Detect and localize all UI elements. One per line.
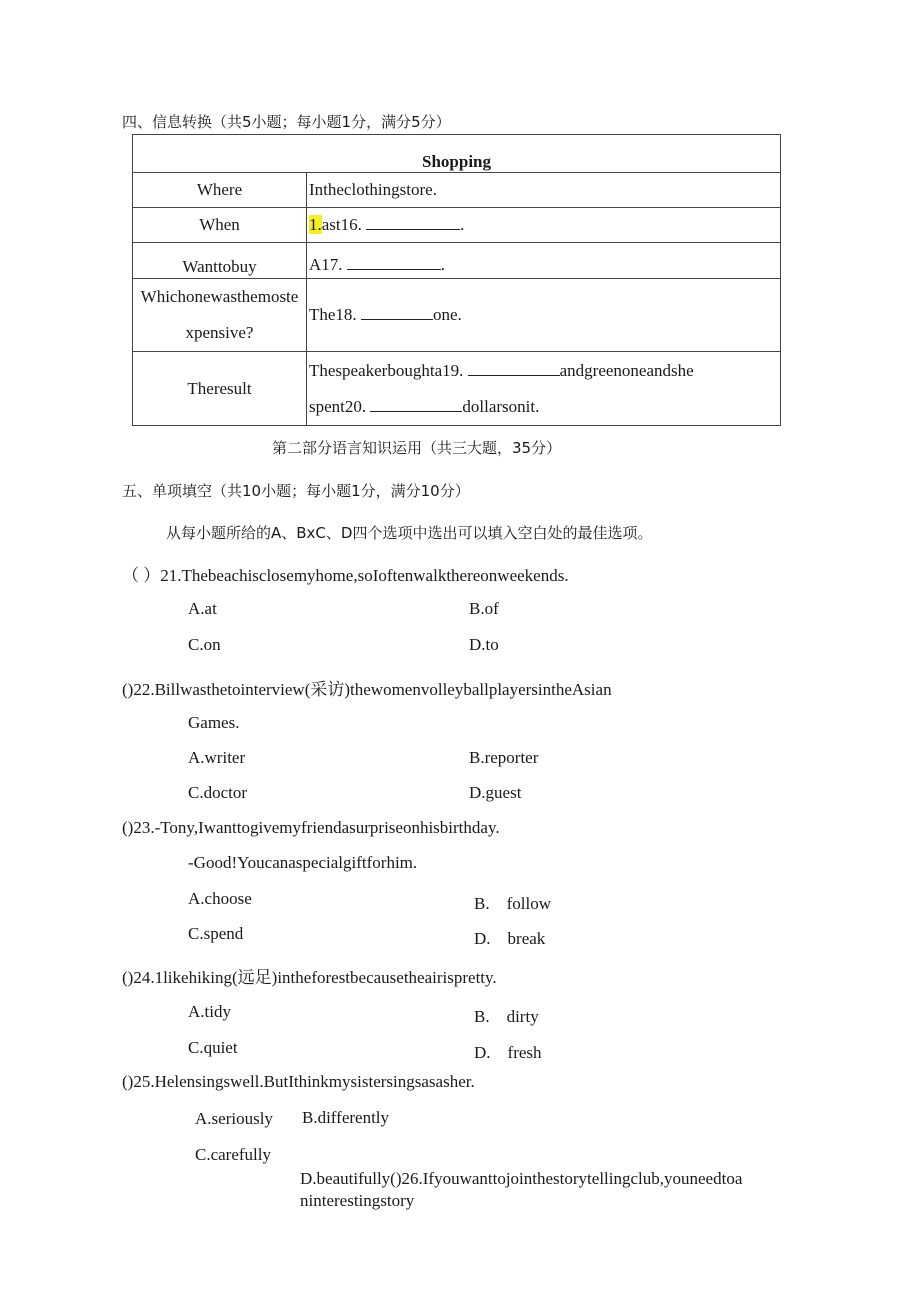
row-value-which bbox=[307, 279, 781, 352]
blank-19[interactable] bbox=[468, 361, 560, 376]
section5-instruction: 从每小题所给的A、BxC、D四个选项中选出可以填入空白处的最佳选项。 bbox=[166, 524, 653, 542]
q24-option-b[interactable]: B. dirty bbox=[474, 1007, 539, 1026]
blank-16[interactable] bbox=[366, 215, 460, 230]
result-text-4: dollarsonit. bbox=[462, 397, 540, 416]
which-end: one. bbox=[432, 305, 462, 324]
table-title: Shopping bbox=[133, 135, 781, 173]
result-text-3: spent20. bbox=[309, 397, 367, 416]
which-line2: xpensive? bbox=[185, 323, 254, 342]
row-label-where: Where bbox=[133, 173, 307, 208]
q26-stem-cont: ninterestingstory bbox=[300, 1191, 415, 1210]
row-label-result: Theresult bbox=[133, 352, 307, 426]
want-end: . bbox=[440, 255, 446, 274]
q25-option-b[interactable]: B.differently bbox=[302, 1108, 390, 1127]
q24-option-c[interactable]: C.quiet bbox=[188, 1038, 238, 1057]
q21-option-a[interactable]: A.at bbox=[188, 599, 217, 618]
when-text: ast16. bbox=[321, 215, 362, 234]
question-25-stem: ()25.Helensingswell.ButIthinkmysistersingsasasher. bbox=[122, 1072, 475, 1091]
table-row bbox=[133, 208, 781, 243]
q24-option-a[interactable]: A.tidy bbox=[188, 1002, 231, 1021]
when-end: . bbox=[460, 215, 465, 234]
q25-option-c[interactable]: C.carefully bbox=[195, 1145, 271, 1164]
result-text-2: andgreenoneandshe bbox=[559, 361, 694, 380]
q22-option-d[interactable]: D.guest bbox=[469, 783, 522, 802]
q25-option-a[interactable]: A.seriously bbox=[195, 1109, 273, 1128]
part2-heading: 第二部分语言知识运用（共三大题，35分） bbox=[272, 439, 562, 457]
row-value-result bbox=[307, 352, 781, 426]
row-label-which bbox=[133, 279, 307, 352]
question-24-stem: ()24.1likehiking(远足)intheforestbecausetheairispretty. bbox=[122, 968, 497, 987]
question-23-stem: ()23.-Tony,Iwanttogivemyfriendasurpriseonhisbirthday. bbox=[122, 818, 500, 837]
blank-17[interactable] bbox=[347, 255, 441, 270]
result-text-1: Thespeakerboughta19. bbox=[309, 361, 464, 380]
row-value-when bbox=[307, 208, 781, 243]
q23-option-a[interactable]: A.choose bbox=[188, 889, 252, 908]
question-21-stem: （ ）21.Thebeachisclosemyhome,soIoftenwalkthereonweekends. bbox=[122, 566, 569, 585]
q22-option-c[interactable]: C.doctor bbox=[188, 783, 248, 802]
table-row bbox=[133, 352, 781, 426]
q22-option-b[interactable]: B.reporter bbox=[469, 748, 539, 767]
which-text: The18. bbox=[309, 305, 357, 324]
section5-heading: 五、单项填空（共10小题；每小题1分，满分10分） bbox=[122, 482, 470, 500]
table-row bbox=[133, 173, 781, 208]
question-22-stem: ()22.Billwasthetointerview(采访)thewomenvolleyballplayersintheAsian bbox=[122, 680, 612, 699]
want-text: A17. bbox=[309, 255, 343, 274]
which-line1: Whichonewasthemoste bbox=[140, 287, 299, 306]
row-label-when: When bbox=[133, 208, 307, 243]
row-value-where: Intheclothingstore. bbox=[307, 173, 781, 208]
q24-option-d[interactable]: D. fresh bbox=[474, 1043, 542, 1062]
q23-option-b[interactable]: B. follow bbox=[474, 894, 551, 913]
q21-option-b[interactable]: B.of bbox=[469, 599, 499, 618]
q21-option-c[interactable]: C.on bbox=[188, 635, 221, 654]
blank-20[interactable] bbox=[370, 397, 462, 412]
blank-18[interactable] bbox=[361, 305, 433, 320]
table-row bbox=[133, 279, 781, 352]
question-22-stem-cont: Games. bbox=[188, 713, 240, 732]
q25-option-d-and-q26: D.beautifully()26.Ifyouwanttojointhestorytellingclub,youneedtoa bbox=[300, 1169, 743, 1188]
q22-option-a[interactable]: A.writer bbox=[188, 748, 246, 767]
table-row bbox=[133, 243, 781, 279]
section4-heading: 四、信息转换（共5小题；每小题1分，满分5分） bbox=[122, 113, 451, 131]
row-label-want: Wanttobuy bbox=[133, 243, 307, 279]
row-value-want bbox=[307, 243, 781, 279]
q21-option-d[interactable]: D.to bbox=[469, 635, 499, 654]
highlight-mark: 1. bbox=[309, 215, 322, 234]
q23-option-c[interactable]: C.spend bbox=[188, 924, 244, 943]
shopping-table bbox=[132, 134, 781, 426]
q23-option-d[interactable]: D. break bbox=[474, 929, 546, 948]
question-23-stem-cont: -Good!Youcanaspecialgiftforhim. bbox=[188, 853, 418, 872]
